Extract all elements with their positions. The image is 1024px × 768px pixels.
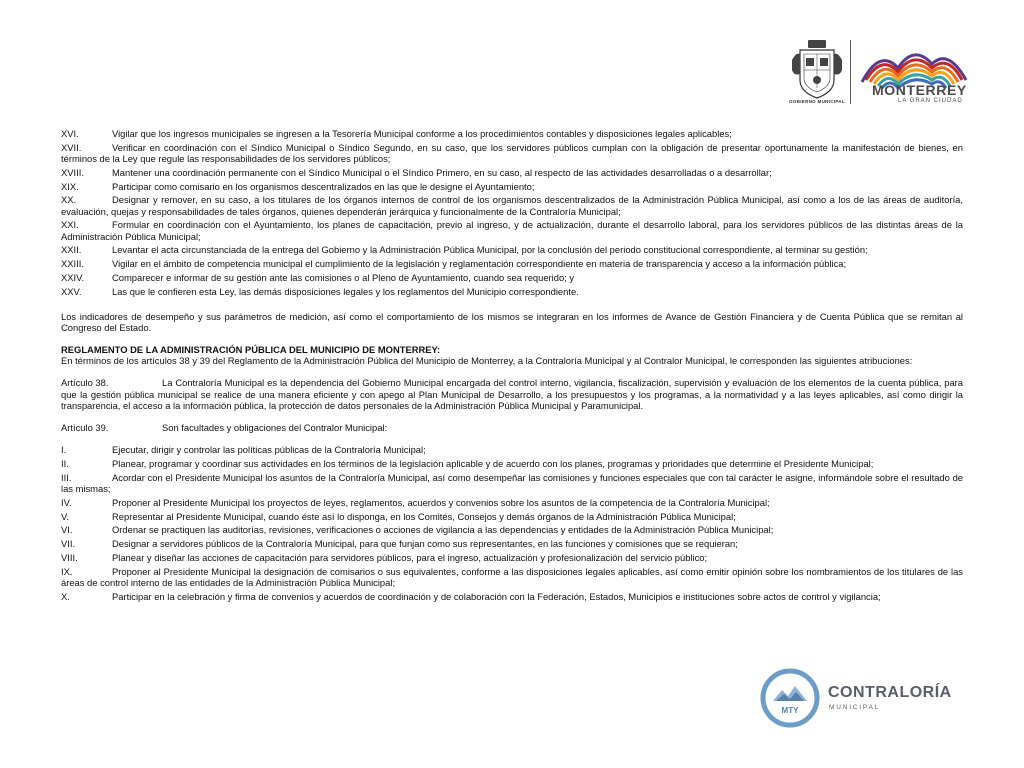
article-38 [61,377,963,411]
list-item [61,286,963,297]
city-name: MONTERREY [872,82,967,98]
contraloria-logo [760,668,965,730]
list-item [61,591,963,602]
article-38-label: Artículo 38. [61,377,109,389]
list-item [61,272,963,283]
document-body [61,128,963,605]
item-number: XIX. [61,180,79,192]
coat-of-arms-icon [786,36,848,108]
indicators-paragraph: Los indicadores de desempeño y sus parámetros de medición, así como el comportamiento de los mismos se integraran en los informes de Avance de Gestión Financiera y de Cuenta Pública que se remitan al Congreso del Estado. [61,310,963,333]
item-text: Formular en coordinación con el Ayuntamiento, los planes de capacitación, previo al ingreso, y de actualización, durante el desarrollo laboral, para los servidores públicos de las distintas áreas de la Administración Pública Municipal; [61,219,963,242]
item-text: Designar a servidores públicos de la Contraloría Municipal, para que funjan como sus representantes, en las funciones y comisiones que se requieran; [112,538,738,550]
item-number: VI. [61,524,73,536]
item-number: XVII. [61,141,82,153]
item-text: Vigilar que los ingresos municipales se ingresen a la Tesorería Municipal conforme a los procedimientos contables y disposiciones legales aplicables; [112,128,732,139]
item-number: X. [61,590,70,602]
list-item [61,566,963,588]
item-number: V. [61,510,69,522]
list-item [61,444,963,455]
item-text: Designar y remover, en su caso, a los titulares de los órganos internos de control de los organismos descentralizados de la Administración Pública Municipal, así como a los de las áreas de auditoría, evaluación, quejas y responsabilidades de tales órganos, quienes dependerán jerárquica y funcionalmente de la Contraloría Municipal; [61,194,963,217]
contraloria-name: CONTRALORÍA [828,684,952,701]
item-text: Participar como comisario en los organismos descentralizados en las que le designe el Ayuntamiento; [112,180,535,192]
item-number: II. [61,458,69,469]
article-39-label: Artículo 39. [61,422,109,433]
item-number: VII. [61,538,76,550]
item-number: IV. [61,496,72,508]
list-item [61,524,963,535]
article-38-text: La Contraloría Municipal es la dependencia del Gobierno Municipal encargada del control interno, vigilancia, fiscalización, supervisión y evaluación de los elementos de la cuenta pública, para que la gestión pública municipal se realice de una manera eficiente y con apego al Plan Municipal de Desarrollo, a los presupuestos y los programas, a la normatividad y a las leyes aplicables, así como dirigir la transparencia, el acceso a la información pública, la protección de datos personales de la Administración Pública Municipal y Paramunicipal. [61,377,963,411]
item-text: Acordar con el Presidente Municipal los asuntos de la Contraloría Municipal, así como desempeñar las comisiones y funciones especiales que con tal carácter le asigne, informándole sobre el resultado de las mismas; [61,471,963,494]
item-number: XXIII. [61,258,84,270]
item-text: Las que le confieren esta Ley, las demás disposiciones legales y los reglamentos del Municipio correspondiente. [112,285,579,297]
list-item [61,128,963,139]
list-item [61,511,963,522]
item-number: XXII. [61,244,82,256]
contraloria-badge-icon [760,668,820,728]
list-item [61,497,963,508]
item-number: III. [61,471,72,483]
item-text: Proponer al Presidente Municipal los proyectos de leyes, reglamentos, acuerdos y convenios sobre los asuntos de la competencia de la Contraloría Municipal; [112,496,770,508]
list-item [61,258,963,269]
item-number: XXIV. [61,271,85,283]
reglamento-heading: REGLAMENTO DE LA ADMINISTRACIÓN PÚBLICA DEL MUNICIPIO DE MONTERREY: [61,343,441,355]
item-text: Representar al Presidente Municipal, cuando éste así lo disponga, en los Comités, Consejos y demás órganos de la Administración Pública Municipal; [112,510,736,522]
item-number: XVIII. [61,166,84,178]
item-number: XVI. [61,128,79,139]
list-item [61,219,963,241]
item-text: Participar en la celebración y firma de convenios y acuerdos de coordinación y de colaboración con la Federación, Estados, Municipios e instituciones sobre actos de control y vigilancia; [112,590,881,602]
header-divider [850,40,851,104]
list-item [61,194,963,216]
item-number: XXI. [61,219,79,231]
item-text: Levantar el acta circunstanciada de la entrega del Gobierno y la Administración Pública Municipal, por la conclusión del periodo constitucional correspondiente, al terminar su gestión; [112,244,868,256]
item-number: XXV. [61,285,82,297]
item-text: Mantener una coordinación permanente con el Síndico Municipal o el Síndico Primero, en su caso, al respecto de las actividades desarrolladas o a desarrollar; [112,166,772,178]
item-text: Ordenar se practiquen las auditorías, revisiones, verificaciones o acciones de vigilancia a las dependencias y entidades de la Administración Pública Municipal; [112,524,774,536]
item-text: Proponer al Presidente Municipal la designación de comisarios o sus equivalentes, conforme a las disposiciones legales aplicables, así como emitir opinión sobre los nombramientos de los titulares de las áreas de control interno de las entidades de la Administración Pública Municipal; [61,565,963,588]
gobierno-label: GOBIERNO MUNICIPAL [789,99,845,104]
article-39-text: Son facultades y obligaciones del Contralor Municipal: [162,422,388,433]
list-item [61,458,963,469]
item-number: VIII. [61,551,78,563]
list-item [61,538,963,549]
contraloria-subtitle: MUNICIPAL [829,704,881,711]
article-39 [61,422,963,433]
item-number: IX. [61,565,73,577]
attributions-list-b [61,444,963,602]
header-logos [786,36,986,108]
item-number: XX. [61,194,77,206]
item-text: Vigilar en el ámbito de competencia municipal el cumplimiento de la legislación y reglamentación correspondiente en materia de transparencia y acceso a la información pública; [112,258,847,270]
reglamento-intro: En términos de los artículos 38 y 39 del Reglamento de la Administración Pública del Municipio de Monterrey, a la Contraloría Municipal y al Contralor Municipal, le corresponden las siguientes atribuciones: [61,355,913,367]
attributions-list-a [61,128,963,297]
list-item [61,142,963,164]
list-item [61,472,963,494]
item-text: Comparecer e informar de su gestión ante las comisiones o al Pleno de Ayuntamiento, cuando sea requerido; y [112,271,575,283]
item-text: Planear, programar y coordinar sus actividades en los términos de la legislación aplicable y de acuerdo con los planes, programas y prioridades que determine el Presidente Municipal; [112,458,874,469]
item-number: I. [61,444,67,456]
list-item [61,244,963,255]
list-item [61,552,963,563]
item-text: Ejecutar, dirigir y controlar las políticas públicas de la Contraloría Municipal; [112,444,426,456]
item-text: Planear y diseñar las acciones de capacitación para servidores públicos, para el ingreso, actualización y profesionalización del servicio público; [112,551,708,563]
list-item [61,167,963,178]
badge-text: MTY [781,706,799,715]
city-tagline: LA GRAN CIUDAD [898,98,963,104]
item-text: Verificar en coordinación con el Síndico Municipal o Síndico Segundo, en su caso, que los servidores públicos cumplan con la obligación de presentar oportunamente la manifestación de bienes, en términos de la Ley que regule las responsabilidades de los servidores públicos; [61,141,963,164]
list-item [61,181,963,192]
